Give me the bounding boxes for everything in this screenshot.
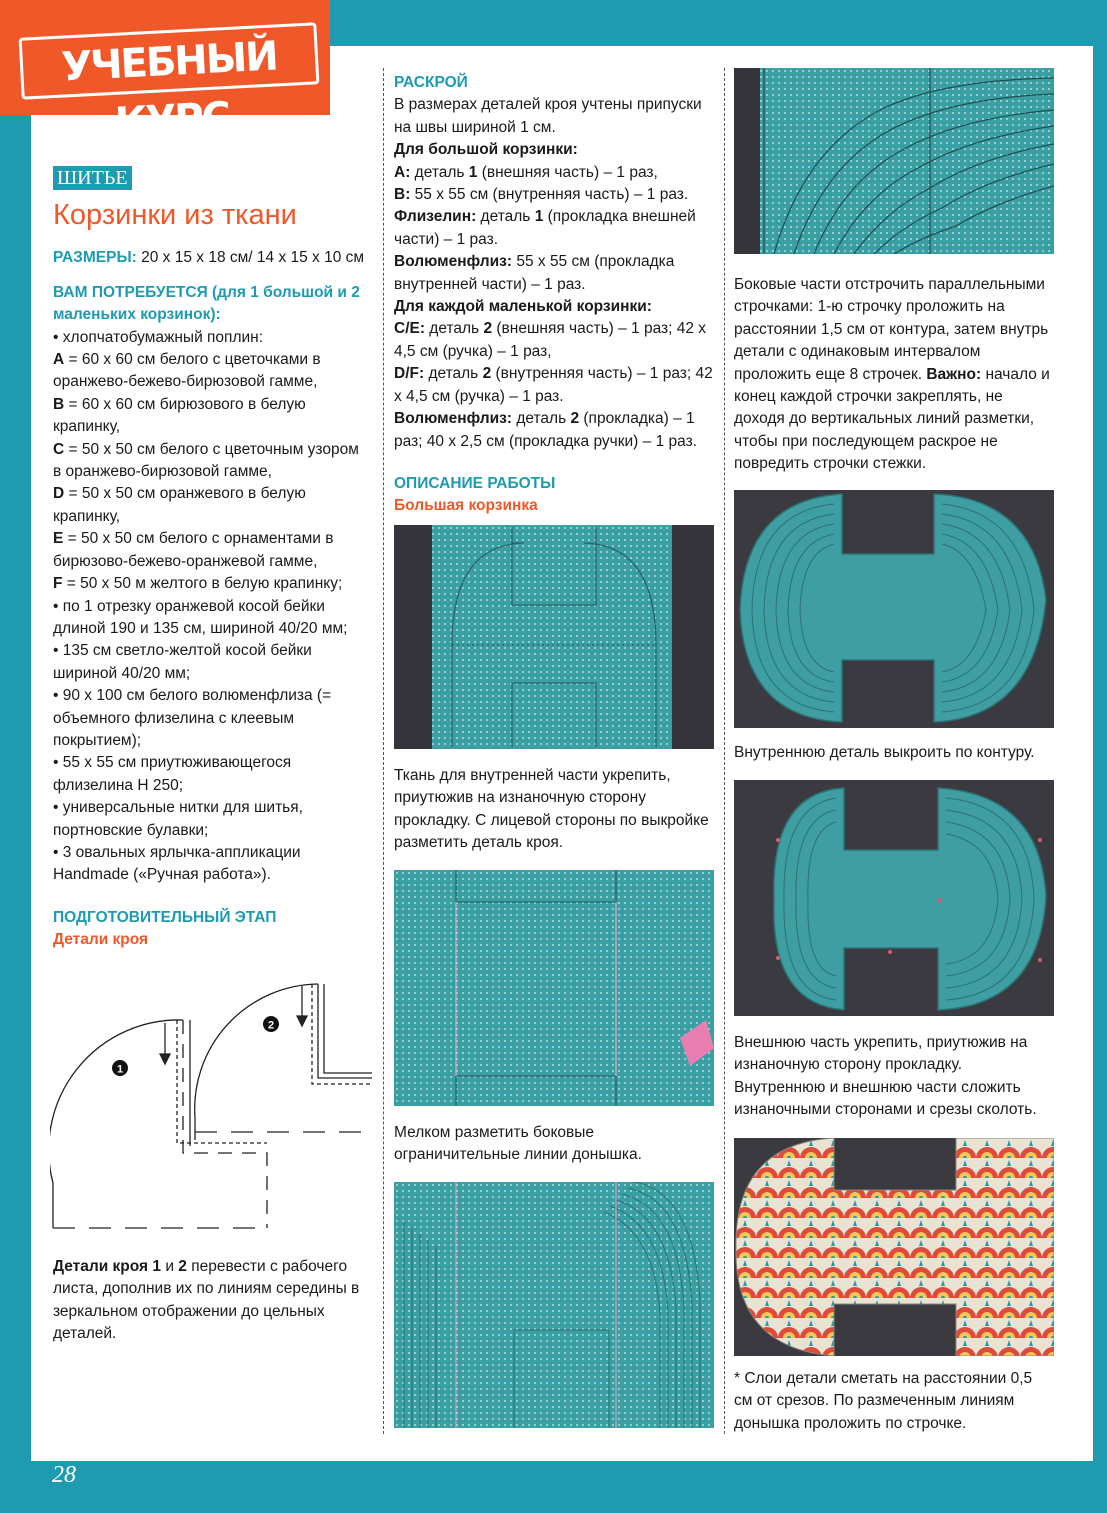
list-item: B: 55 х 55 см (внутренняя часть) – 1 раз. — [394, 186, 689, 204]
caption-pinned: Внешнюю часть укрепить, приутюжив на изнаночную сторону прокладку. Внутреннюю и внешнюю части сложить изнаночными сторонами и срезы сколоть. — [734, 1034, 1037, 1119]
materials-list — [53, 327, 371, 887]
list-item: D = 50 х 50 см оранжевого в белую крапинку, — [53, 485, 306, 525]
cutting-intro: В размерах деталей кроя учтены припуски на швы шириной 1 см. — [394, 96, 702, 136]
column-divider — [724, 68, 725, 1434]
column-middle — [394, 72, 714, 518]
section-tag: ШИТЬЕ — [53, 166, 132, 190]
big-basket-heading: Для большой корзинки: — [394, 141, 578, 159]
photo-cut-inner-piece — [734, 490, 1054, 728]
column-divider — [383, 68, 384, 1434]
list-item: Волюменфлиз: 55 х 55 см (прокладка внутренней части) – 1 раз. — [394, 253, 675, 293]
bottom-frame-band — [0, 1461, 1107, 1513]
prep-subheading: Детали кроя — [53, 931, 149, 949]
caption-chalk-lines: Мелком разметить боковые ограничительные линии донышка. — [394, 1124, 642, 1164]
left-frame-band — [0, 0, 31, 1513]
cutting-heading: РАСКРОЙ — [394, 74, 468, 91]
list-item: • 135 см светло-желтой косой бейки шириной 40/20 мм; — [53, 642, 312, 682]
work-heading: ОПИСАНИЕ РАБОТЫ — [394, 474, 556, 492]
list-item: B = 60 х 60 см бирюзового в белую крапинку, — [53, 395, 306, 436]
list-item: Флизелин: деталь 1 (прокладка внешней части) – 1 раз. — [394, 208, 696, 248]
photo-quilted-lines — [394, 1182, 714, 1428]
caption-quilting: Боковые части отстрочить параллельными строчками: 1-ю строчку проложить на расстоянии 1,5 см от контура, затем внутрь детали с одинаковым интервалом проложить еще 8 строчек. Важно: начало и конец каждой строчки закреплять, не доходя до вертикальных линий разметки, чтобы при последующем раскрое не повредить строчки стежки. — [734, 276, 1050, 473]
list-item: • 55 х 55 см приутюживающегося флизелина H 250; — [53, 754, 292, 794]
list-item: A: деталь 1 (внешняя часть) – 1 раз, — [394, 163, 658, 181]
course-banner — [0, 0, 330, 146]
sizes-value: 20 х 15 х 18 см/ 14 х 15 х 10 см — [136, 249, 365, 267]
list-item: • 3 овальных ярлычка-аппликации Handmade («Ручная работа»). — [53, 843, 301, 884]
photo-pinned-layers — [734, 780, 1054, 1016]
page-title: Корзинки из ткани — [53, 199, 297, 232]
list-item: • универсальные нитки для шитья, портновские булавки; — [53, 799, 303, 839]
photo-chalk-lines — [394, 870, 714, 1106]
right-frame-band — [1093, 0, 1107, 1513]
column-left — [53, 166, 371, 952]
caption-cut-inner: Внутреннюю деталь выкроить по контуру. — [734, 744, 1035, 761]
list-item: Волюменфлиз: деталь 2 (прокладка) – 1 раз; 40 х 2,5 см (прокладка ручки) – 1 раз. — [394, 410, 697, 450]
caption-basting: * Слои детали сметать на расстоянии 0,5 см от срезов. По размеченным линиям донышка проложить по строчке. — [734, 1370, 1033, 1432]
list-item: F = 50 х 50 м желтого в белую крапинку; — [53, 575, 343, 593]
sizes-label: РАЗМЕРЫ: — [53, 249, 137, 267]
page-number: 28 — [52, 1462, 76, 1488]
list-item: E = 50 х 50 см белого с орнаментами в бирюзово-бежево-оранжевой гамме, — [53, 530, 334, 570]
caption-marked-fabric: Ткань для внутренней части укрепить, приутюжив на изнаночную сторону прокладку. С лицевой стороны по выкройке разметить деталь кроя. — [394, 767, 709, 852]
course-label: УЧЕБНЫЙ КУРС — [19, 22, 320, 100]
photo-patterned-outer — [734, 1138, 1054, 1356]
sizes-line — [53, 247, 371, 269]
prep-text: Детали кроя 1 и 2 перевести с рабочего листа, дополнив их по линиям середины в зеркальном отображении до цельных деталей. — [53, 1258, 360, 1343]
list-item: D/F: деталь 2 (внутренняя часть) – 1 раз; 42 х 4,5 см (ручка) – 1 раз. — [394, 365, 713, 405]
list-item: • по 1 отрезку оранжевой косой бейки длиной 190 и 135 см, шириной 40/20 мм; — [53, 597, 348, 637]
work-subheading: Большая корзинка — [394, 497, 538, 515]
list-item: C = 50 х 50 см белого с цветочным узором в оранжево-бирюзовой гамме, — [53, 440, 359, 481]
piece-label-2: 2 — [267, 1019, 275, 1032]
list-item: • 90 х 100 см белого волюменфлиза (= объемного флизелина с клеевым покрытием); — [53, 687, 332, 749]
list-item: A = 60 х 60 см белого с цветочками в оранжево-бежево-бирюзовой гамме, — [53, 351, 321, 391]
prep-heading: ПОДГОТОВИТЕЛЬНЫЙ ЭТАП — [53, 908, 277, 926]
photo-marked-fabric — [394, 525, 714, 749]
pattern-diagram — [50, 978, 376, 1238]
photo-quilting-closeup — [734, 68, 1054, 254]
list-item: C/E: деталь 2 (внешняя часть) – 1 раз; 42 х 4,5 см (ручка) – 1 раз, — [394, 320, 707, 360]
small-basket-heading: Для каждой маленькой корзинки: — [394, 298, 652, 316]
materials-heading: ВАМ ПОТРЕБУЕТСЯ (для 1 большой и 2 маленьких корзинок): — [53, 283, 360, 324]
piece-label-1: 1 — [116, 1063, 124, 1076]
list-item: • хлопчатобумажный поплин: — [53, 328, 264, 346]
